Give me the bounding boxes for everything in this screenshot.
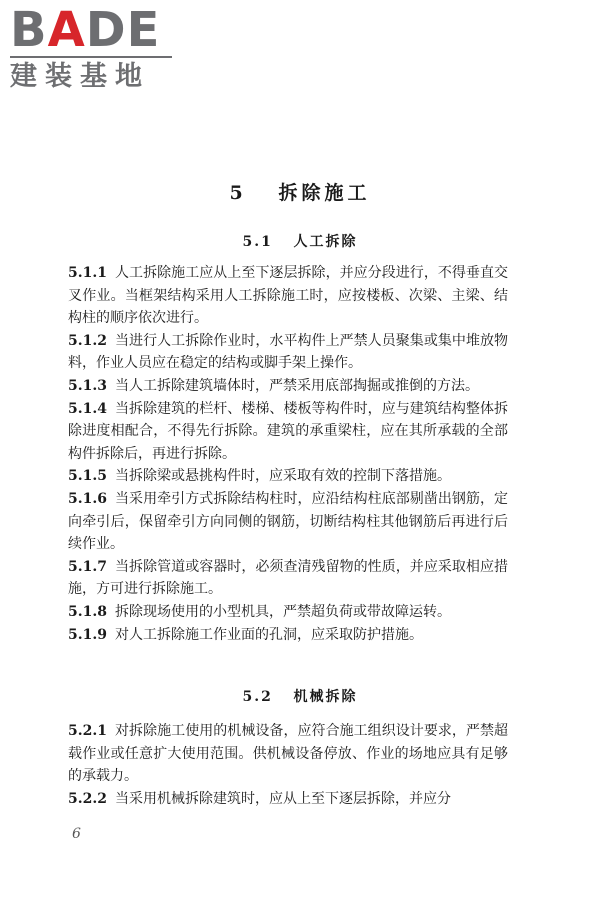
logo-letter-a: A: [47, 2, 86, 58]
logo-letter-b: B: [10, 2, 48, 58]
chapter-name: 拆除施工: [278, 182, 371, 204]
clause: [68, 330, 508, 375]
chapter-title: [0, 178, 600, 205]
clause-text: 当进行人工拆除作业时，水平构件上严禁人员聚集或集中堆放物料，作业人员应在稳定的结构或脚手架上操作。: [68, 332, 508, 372]
clause-text: 当采用机械拆除建筑时，应从上至下逐层拆除，并应分: [114, 790, 451, 807]
clause-number: 5.2.1: [68, 723, 107, 739]
clause-number: 5.1.6: [68, 490, 107, 507]
clause: [68, 488, 508, 556]
clause: [68, 788, 508, 811]
page-number: 6: [72, 826, 81, 842]
section-5-2-clauses: [68, 720, 508, 810]
clause: [68, 624, 508, 647]
clause: [68, 465, 508, 488]
logo-subtitle: 建装基地: [10, 61, 150, 92]
section-number: 5.1: [242, 234, 273, 250]
section-title: [0, 686, 600, 706]
logo-letters-de: DE: [85, 2, 161, 58]
section-title: [0, 231, 600, 251]
clause: [68, 601, 508, 624]
clause-number: 5.1.3: [68, 377, 107, 394]
clause-number: 5.1.9: [68, 626, 107, 643]
clause-text: 当拆除建筑的栏杆、楼梯、楼板等构件时，应与建筑结构整体拆除进度相配合，不得先行拆除。建筑的承重梁柱，应在其所承载的全部构件拆除后，再进行拆除。: [68, 400, 508, 462]
clause-number: 5.1.5: [68, 468, 107, 485]
clause-text: 拆除现场使用的小型机具，严禁超负荷或带故障运转。: [114, 603, 451, 620]
logo-wordmark: [10, 2, 190, 58]
clause: [68, 720, 508, 788]
clause-text: 对拆除施工使用的机械设备，应符合施工组织设计要求，严禁超载作业或任意扩大使用范围。供机械设备停放、作业的场地应具有足够的承载力。: [68, 723, 508, 785]
clause-number: 5.1.7: [68, 558, 107, 575]
clause-number: 5.1.2: [68, 332, 107, 349]
section-name: 机械拆除: [293, 689, 358, 705]
clause-text: 当人工拆除建筑墙体时，严禁采用底部掏掘或推倒的方法。: [114, 377, 479, 394]
clause: [68, 556, 508, 601]
chapter-number: 5: [229, 182, 247, 204]
bade-logo: [10, 2, 190, 94]
clause: [68, 375, 508, 398]
clause-text: 人工拆除施工应从上至下逐层拆除，并应分段进行，不得垂直交叉作业。当框架结构采用人工拆除施工时，应按楼板、次梁、主梁、结构柱的顺序依次进行。: [68, 265, 508, 327]
clause-number: 5.1.8: [68, 603, 107, 620]
clause-number: 5.1.4: [68, 400, 107, 417]
clause: [68, 398, 508, 466]
clause-text: 当采用牵引方式拆除结构柱时，应沿结构柱底部剔凿出钢筋，定向牵引后，保留牵引方向同侧的钢筋，切断结构柱其他钢筋后再进行后续作业。: [68, 490, 508, 553]
clause-text: 对人工拆除施工作业面的孔洞，应采取防护措施。: [114, 626, 423, 643]
section-name: 人工拆除: [293, 234, 358, 250]
section-5-1-clauses: [68, 262, 508, 646]
clause-number: 5.1.1: [68, 265, 107, 281]
clause-text: 当拆除梁或悬挑构件时，应采取有效的控制下落措施。: [114, 468, 451, 485]
clause: [68, 262, 508, 330]
clause-text: 当拆除管道或容器时，必须查清残留物的性质，并应采取相应措施，方可进行拆除施工。: [68, 558, 508, 598]
section-number: 5.2: [242, 689, 273, 705]
clause-number: 5.2.2: [68, 790, 107, 807]
